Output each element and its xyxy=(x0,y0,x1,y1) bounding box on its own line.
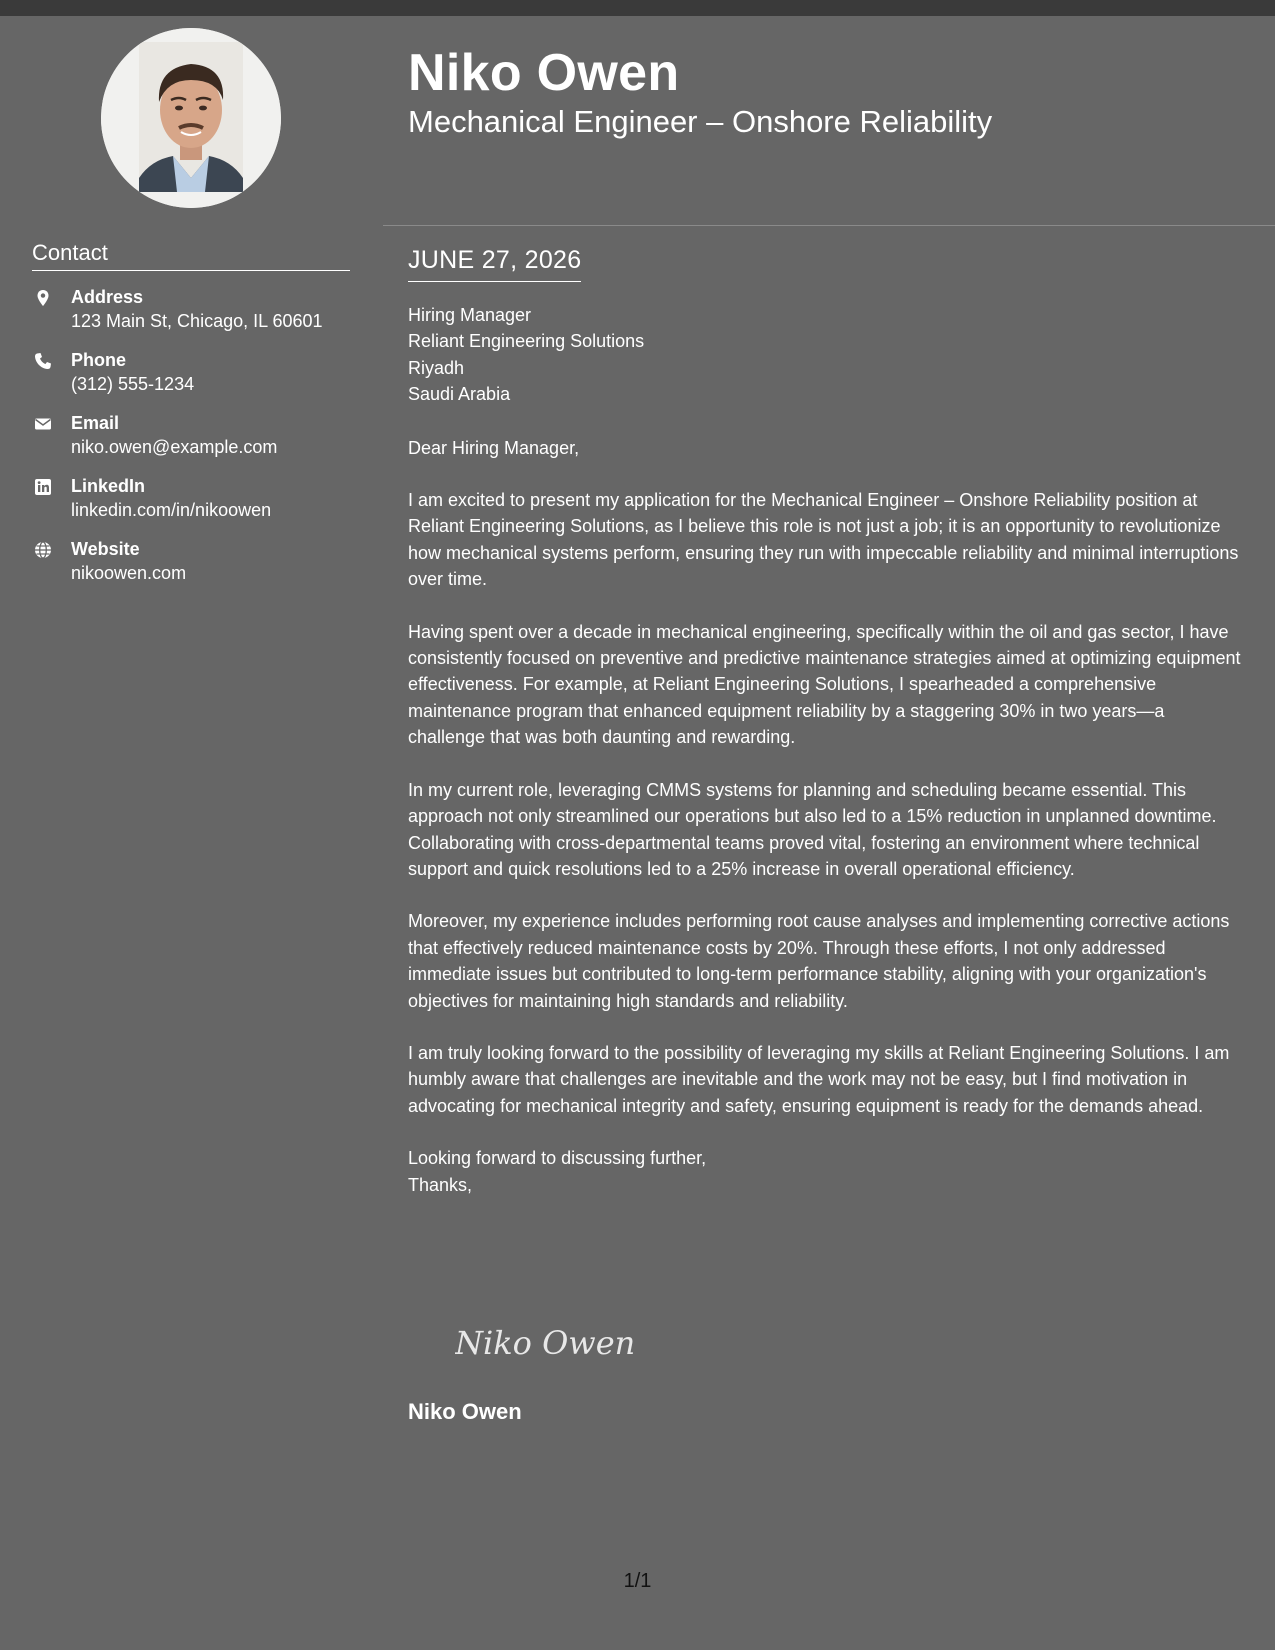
header-divider xyxy=(383,225,1275,226)
contact-value: 123 Main St, Chicago, IL 60601 xyxy=(71,311,323,331)
contact-label: Email xyxy=(71,413,120,433)
applicant-name: Niko Owen xyxy=(408,44,680,102)
profile-photo xyxy=(101,28,281,208)
signed-name: Niko Owen xyxy=(408,1399,522,1424)
salutation: Dear Hiring Manager, xyxy=(408,437,580,458)
contact-label: Address xyxy=(71,287,144,307)
contact-label: Phone xyxy=(71,350,127,370)
handwritten-signature xyxy=(455,1312,695,1372)
contact-item-email xyxy=(32,411,362,474)
top-bar xyxy=(0,0,1275,16)
contact-item-address xyxy=(32,285,362,348)
closing-line: Looking forward to discussing further, xyxy=(408,1148,707,1169)
recipient-line: Hiring Manager xyxy=(408,305,532,325)
contact-item-website xyxy=(32,537,362,600)
recipient-block xyxy=(408,302,1243,408)
contact-value: (312) 555-1234 xyxy=(71,374,195,394)
recipient-line: Saudi Arabia xyxy=(408,384,511,405)
letter-paragraph: I am truly looking forward to the possibility of leveraging my skills at Reliant Engineering Solutions. I am humbly aware that challenges are inevitable and the work may not be easy, but I find motivation in advocating for mechanical integrity and safety, ensuring equipment is ready for the demands ahead. xyxy=(408,1042,1230,1116)
contact-label: Website xyxy=(71,539,140,559)
globe-icon xyxy=(34,541,52,559)
envelope-icon xyxy=(34,415,52,433)
letter-date: JUNE 27, 2026 xyxy=(408,244,581,282)
phone-icon xyxy=(34,352,52,370)
letter-paragraph: I am excited to present my application for the Mechanical Engineer – Onshore Reliability position at Reliant Engineering Solutions, as I believe this role is not just a job; it is an opportunity to revolutionize how mechanical systems perform, ensuring they run with impeccable reliability and minimal interruptions over time. xyxy=(408,490,1239,590)
recipient-line: Riyadh xyxy=(408,357,465,378)
contact-item-phone xyxy=(32,348,362,411)
sidebar xyxy=(0,16,383,1650)
contact-heading: Contact xyxy=(32,240,350,271)
job-title: Mechanical Engineer – Onshore Reliability xyxy=(408,104,993,139)
contact-item-linkedin xyxy=(32,474,362,537)
letter-paragraph: Having spent over a decade in mechanical engineering, specifically within the oil and gas sector, I have consistently focused on preventive and predictive maintenance strategies aimed at optimizing equipment effectiveness. For example, at Reliant Engineering Solutions, I spearheaded a comprehensive maintenance program that enhanced equipment reliability by a staggering 30% in two years—a challenge that was both daunting and rewarding. xyxy=(408,621,1241,748)
svg-text:Niko Owen: Niko Owen xyxy=(455,1324,636,1362)
contact-label: LinkedIn xyxy=(71,476,146,496)
letter-paragraph: Moreover, my experience includes performing root cause analyses and implementing corrective actions that effectively reduced maintenance costs by 20%. Through these efforts, I not only addressed immediate issues but contributed to long-term performance stability, aligning with your organization's objectives for maintaining high standards and reliability. xyxy=(408,911,1230,1011)
contact-value: linkedin.com/in/nikoowen xyxy=(71,500,272,520)
letter-paragraph: In my current role, leveraging CMMS systems for planning and scheduling became essential. This approach not only streamlined our operations but also led to a 15% reduction in unplanned downtime. Collaborating with cross-departmental teams proved vital, fostering an environment where technical support and quick resolutions led to a 25% increase in overall operational efficiency. xyxy=(408,779,1217,879)
contact-list xyxy=(32,285,362,600)
linkedin-icon xyxy=(34,478,52,496)
map-pin-icon xyxy=(34,289,52,307)
page-number: 1/1 xyxy=(623,1570,652,1592)
letter-body xyxy=(408,302,1243,1198)
contact-value: niko.owen@example.com xyxy=(71,437,278,457)
recipient-line: Reliant Engineering Solutions xyxy=(408,331,645,352)
contact-value: nikoowen.com xyxy=(71,563,187,583)
signoff: Thanks, xyxy=(408,1174,473,1195)
